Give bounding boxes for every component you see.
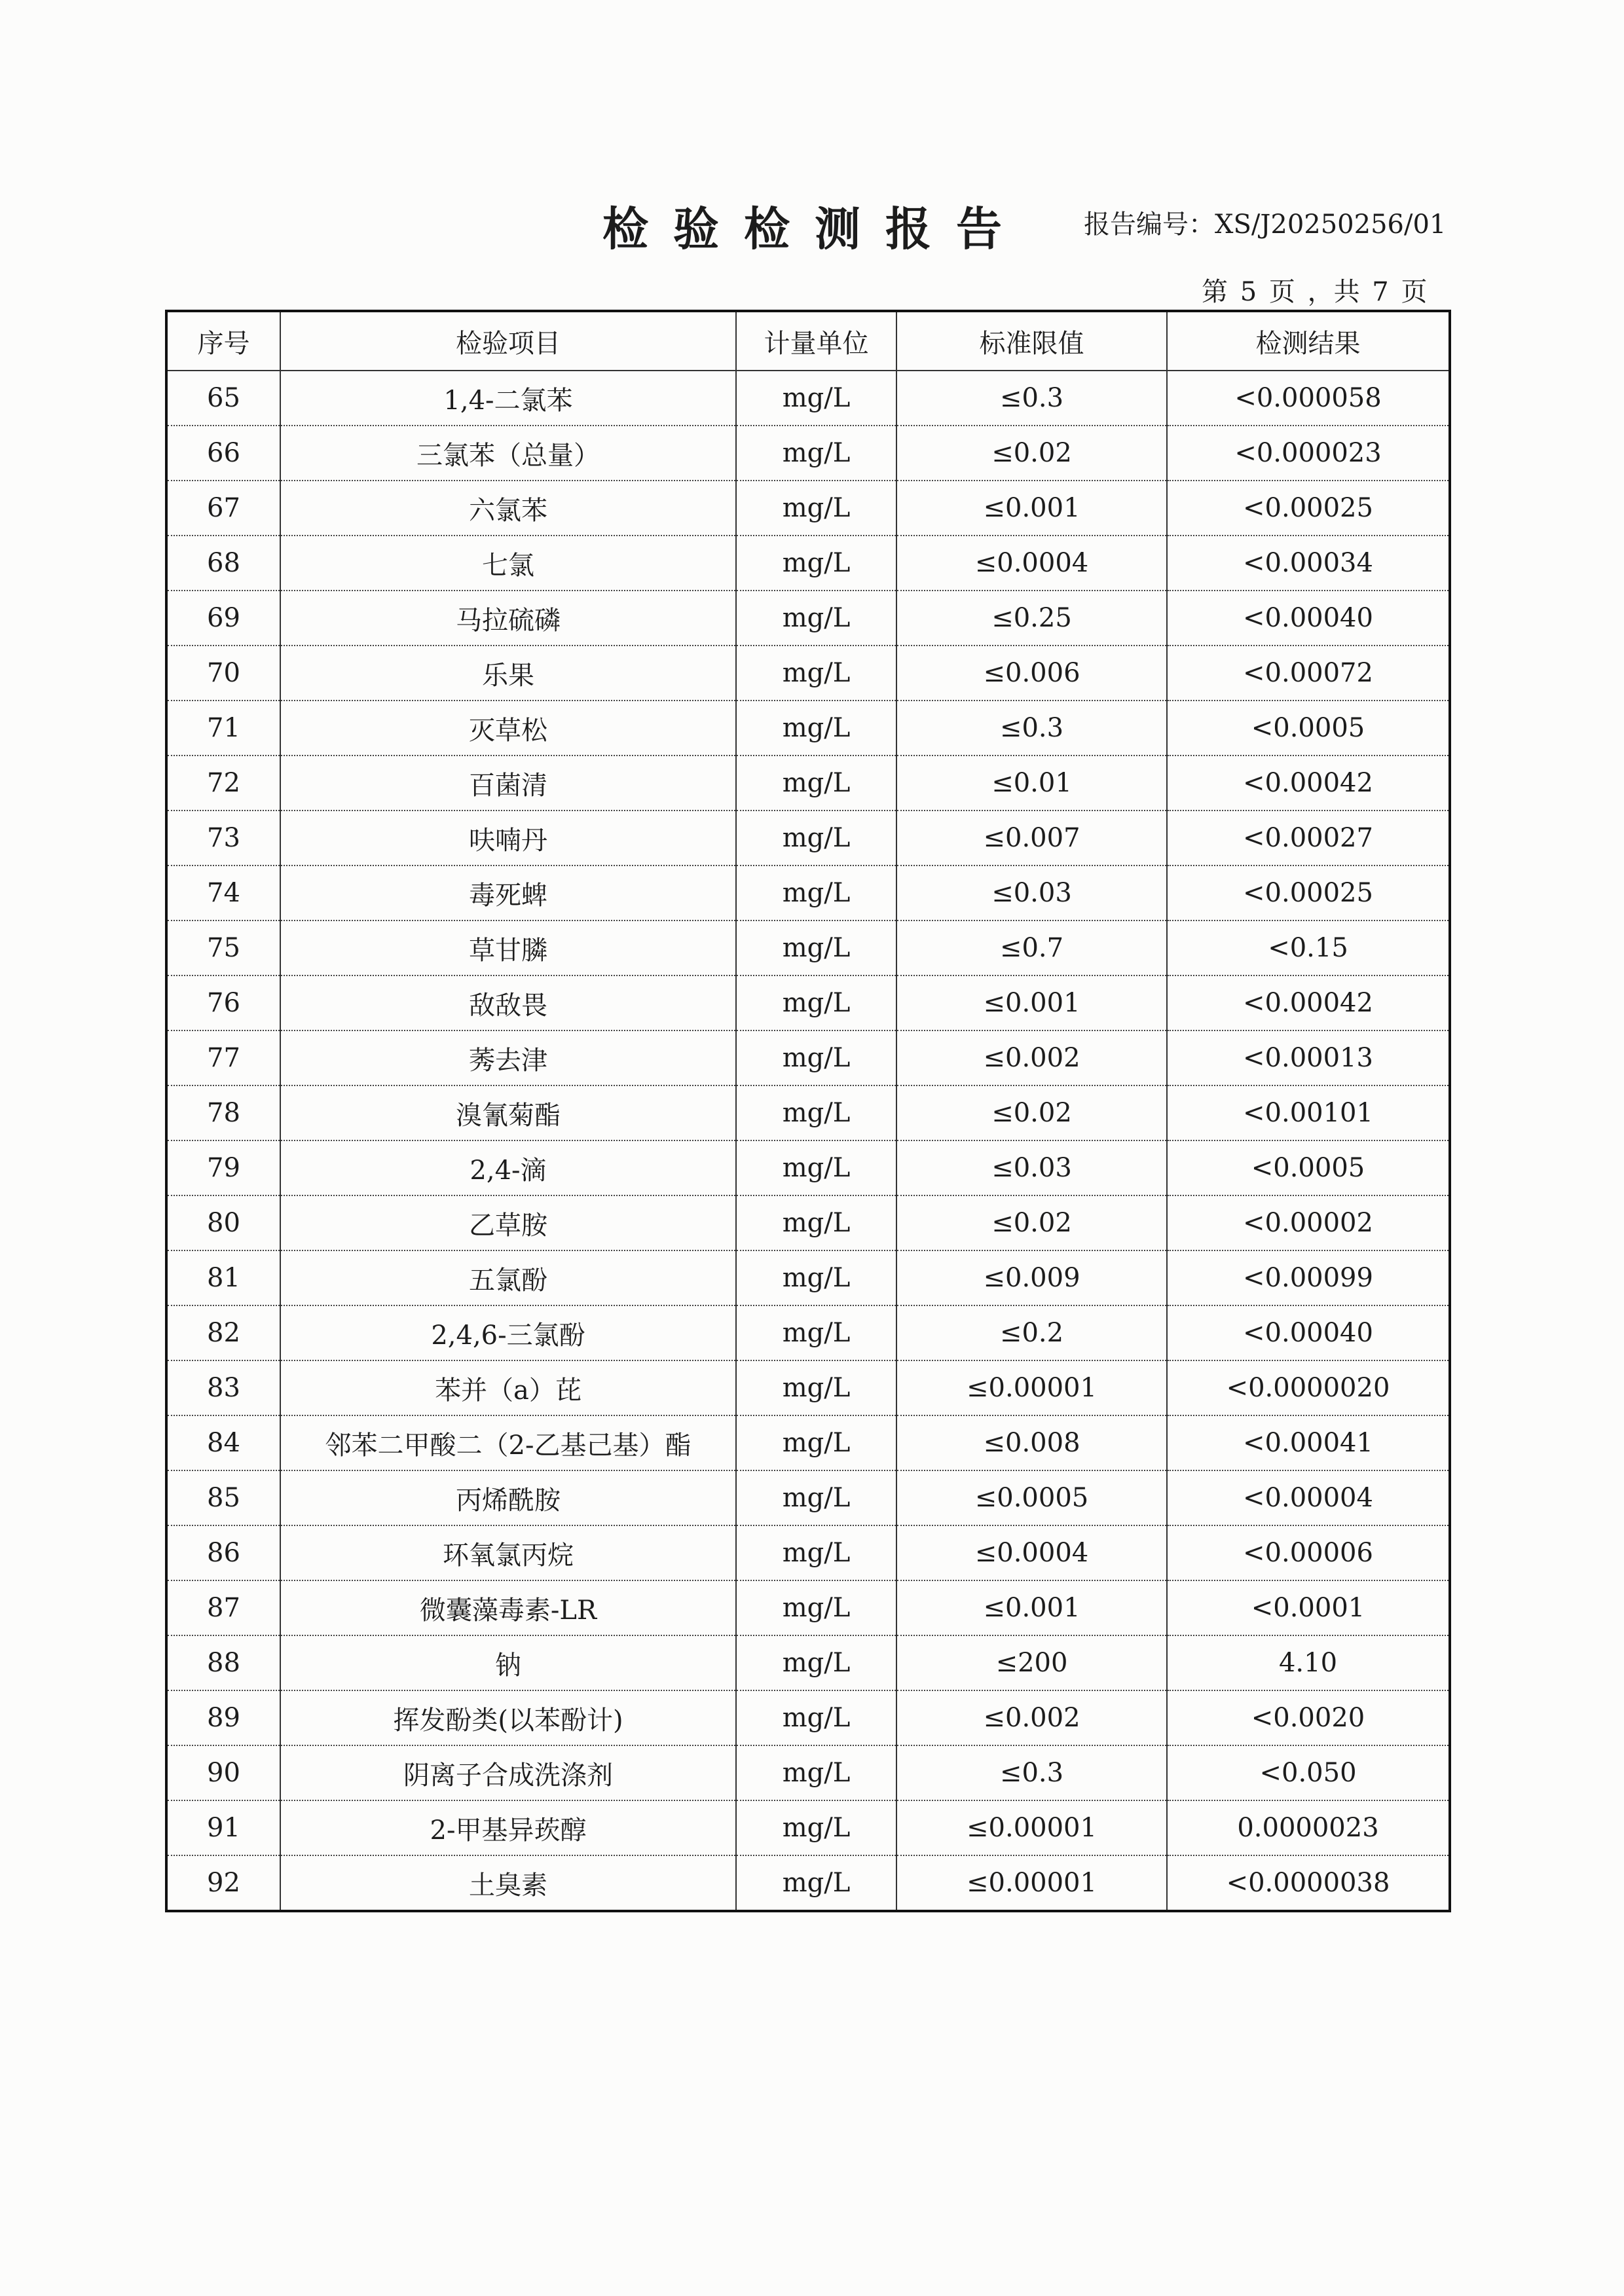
cell-no: 71: [166, 701, 280, 756]
cell-limit: ≤0.001: [896, 975, 1167, 1030]
cell-limit: ≤0.3: [896, 701, 1167, 756]
table-row: [166, 536, 1450, 591]
cell-result: <0.00004: [1167, 1470, 1450, 1525]
cell-limit: ≤0.008: [896, 1415, 1167, 1470]
cell-unit: mg/L: [736, 1415, 896, 1470]
cell-limit: ≤0.25: [896, 591, 1167, 646]
cell-result: <0.0000020: [1167, 1360, 1450, 1415]
cell-item: 丙烯酰胺: [280, 1470, 736, 1525]
table-row: [166, 646, 1450, 701]
cell-unit: mg/L: [736, 1360, 896, 1415]
cell-unit: mg/L: [736, 1525, 896, 1580]
cell-result: <0.00101: [1167, 1085, 1450, 1140]
cell-no: 72: [166, 756, 280, 811]
column-header-no: 序号: [166, 311, 280, 371]
cell-unit: mg/L: [736, 866, 896, 920]
cell-no: 82: [166, 1305, 280, 1360]
table-row: [166, 371, 1450, 426]
table-row: [166, 1305, 1450, 1360]
cell-limit: ≤0.3: [896, 1745, 1167, 1800]
cell-item: 乐果: [280, 646, 736, 701]
cell-item: 苯并（a）芘: [280, 1360, 736, 1415]
cell-item: 环氧氯丙烷: [280, 1525, 736, 1580]
cell-result: <0.0001: [1167, 1580, 1450, 1635]
table-row: [166, 811, 1450, 866]
column-header-limit: 标准限值: [896, 311, 1167, 371]
cell-limit: ≤200: [896, 1635, 1167, 1690]
cell-no: 85: [166, 1470, 280, 1525]
cell-item: 乙草胺: [280, 1195, 736, 1250]
table-row: [166, 1250, 1450, 1305]
cell-result: <0.00006: [1167, 1525, 1450, 1580]
table-row: [166, 1030, 1450, 1085]
cell-limit: ≤0.00001: [896, 1360, 1167, 1415]
cell-no: 67: [166, 481, 280, 536]
cell-limit: ≤0.006: [896, 646, 1167, 701]
cell-no: 73: [166, 811, 280, 866]
cell-result: <0.0020: [1167, 1690, 1450, 1745]
table-body: [166, 371, 1450, 1911]
table-header-row: [166, 311, 1450, 371]
column-header-item: 检验项目: [280, 311, 736, 371]
cell-result: <0.00002: [1167, 1195, 1450, 1250]
table-row: [166, 1415, 1450, 1470]
report-number: 报告编号：XS/J20250256/01: [1084, 210, 1447, 240]
cell-unit: mg/L: [736, 975, 896, 1030]
cell-item: 2-甲基异莰醇: [280, 1800, 736, 1855]
cell-result: <0.0000038: [1167, 1855, 1450, 1911]
cell-limit: ≤0.002: [896, 1030, 1167, 1085]
cell-item: 1,4-二氯苯: [280, 371, 736, 426]
cell-unit: mg/L: [736, 756, 896, 811]
table-row: [166, 756, 1450, 811]
cell-item: 溴氰菊酯: [280, 1085, 736, 1140]
table-row: [166, 591, 1450, 646]
cell-item: 草甘膦: [280, 920, 736, 975]
cell-item: 三氯苯（总量）: [280, 426, 736, 481]
cell-result: 4.10: [1167, 1635, 1450, 1690]
cell-unit: mg/L: [736, 591, 896, 646]
table-row: [166, 1745, 1450, 1800]
cell-result: <0.15: [1167, 920, 1450, 975]
table-row: [166, 701, 1450, 756]
cell-item: 七氯: [280, 536, 736, 591]
cell-no: 83: [166, 1360, 280, 1415]
cell-item: 敌敌畏: [280, 975, 736, 1030]
cell-no: 87: [166, 1580, 280, 1635]
cell-item: 百菌清: [280, 756, 736, 811]
cell-unit: mg/L: [736, 1195, 896, 1250]
cell-limit: ≤0.007: [896, 811, 1167, 866]
table-row: [166, 866, 1450, 920]
cell-no: 80: [166, 1195, 280, 1250]
table-row: [166, 1690, 1450, 1745]
cell-item: 微囊藻毒素-LR: [280, 1580, 736, 1635]
cell-unit: mg/L: [736, 536, 896, 591]
cell-result: <0.00042: [1167, 975, 1450, 1030]
cell-limit: ≤0.03: [896, 1140, 1167, 1195]
cell-result: <0.00025: [1167, 866, 1450, 920]
cell-item: 灭草松: [280, 701, 736, 756]
cell-unit: mg/L: [736, 1085, 896, 1140]
cell-unit: mg/L: [736, 481, 896, 536]
cell-result: <0.00034: [1167, 536, 1450, 591]
cell-result: <0.00025: [1167, 481, 1450, 536]
column-header-unit: 计量单位: [736, 311, 896, 371]
cell-unit: mg/L: [736, 426, 896, 481]
cell-limit: ≤0.00001: [896, 1800, 1167, 1855]
cell-result: <0.00013: [1167, 1030, 1450, 1085]
table-row: [166, 1195, 1450, 1250]
cell-result: <0.050: [1167, 1745, 1450, 1800]
cell-limit: ≤0.02: [896, 1195, 1167, 1250]
cell-item: 挥发酚类(以苯酚计): [280, 1690, 736, 1745]
cell-result: <0.00041: [1167, 1415, 1450, 1470]
cell-item: 2,4,6-三氯酚: [280, 1305, 736, 1360]
table-row: [166, 1855, 1450, 1911]
cell-item: 土臭素: [280, 1855, 736, 1911]
cell-result: <0.00072: [1167, 646, 1450, 701]
cell-item: 2,4-滴: [280, 1140, 736, 1195]
cell-limit: ≤0.0004: [896, 536, 1167, 591]
cell-item: 马拉硫磷: [280, 591, 736, 646]
cell-result: <0.00040: [1167, 1305, 1450, 1360]
cell-item: 邻苯二甲酸二（2-乙基己基）酯: [280, 1415, 736, 1470]
cell-limit: ≤0.009: [896, 1250, 1167, 1305]
table-row: [166, 481, 1450, 536]
table-row: [166, 1580, 1450, 1635]
cell-unit: mg/L: [736, 646, 896, 701]
cell-limit: ≤0.002: [896, 1690, 1167, 1745]
cell-limit: ≤0.001: [896, 1580, 1167, 1635]
cell-result: <0.000058: [1167, 371, 1450, 426]
cell-no: 89: [166, 1690, 280, 1745]
cell-limit: ≤0.0005: [896, 1470, 1167, 1525]
cell-no: 75: [166, 920, 280, 975]
cell-item: 毒死蜱: [280, 866, 736, 920]
cell-limit: ≤0.001: [896, 481, 1167, 536]
cell-limit: ≤0.02: [896, 426, 1167, 481]
cell-result: <0.0005: [1167, 701, 1450, 756]
cell-no: 91: [166, 1800, 280, 1855]
cell-unit: mg/L: [736, 1690, 896, 1745]
table-row: [166, 1360, 1450, 1415]
cell-result: <0.00042: [1167, 756, 1450, 811]
cell-no: 69: [166, 591, 280, 646]
cell-item: 五氯酚: [280, 1250, 736, 1305]
cell-item: 呋喃丹: [280, 811, 736, 866]
cell-result: <0.00027: [1167, 811, 1450, 866]
table-row: [166, 975, 1450, 1030]
report-title: 检验检测报告: [602, 202, 1027, 256]
cell-no: 90: [166, 1745, 280, 1800]
cell-result: <0.00040: [1167, 591, 1450, 646]
cell-result: <0.0005: [1167, 1140, 1450, 1195]
cell-unit: mg/L: [736, 1800, 896, 1855]
cell-item: 莠去津: [280, 1030, 736, 1085]
cell-limit: ≤0.2: [896, 1305, 1167, 1360]
cell-unit: mg/L: [736, 1140, 896, 1195]
table-row: [166, 1635, 1450, 1690]
cell-unit: mg/L: [736, 920, 896, 975]
cell-no: 66: [166, 426, 280, 481]
cell-unit: mg/L: [736, 701, 896, 756]
table-row: [166, 1470, 1450, 1525]
cell-no: 65: [166, 371, 280, 426]
cell-result: <0.000023: [1167, 426, 1450, 481]
column-header-result: 检测结果: [1167, 311, 1450, 371]
cell-no: 78: [166, 1085, 280, 1140]
cell-unit: mg/L: [736, 1855, 896, 1911]
cell-no: 70: [166, 646, 280, 701]
cell-limit: ≤0.01: [896, 756, 1167, 811]
cell-unit: mg/L: [736, 1470, 896, 1525]
cell-no: 77: [166, 1030, 280, 1085]
cell-unit: mg/L: [736, 1580, 896, 1635]
table-row: [166, 1525, 1450, 1580]
cell-item: 六氯苯: [280, 481, 736, 536]
cell-no: 92: [166, 1855, 280, 1911]
cell-no: 68: [166, 536, 280, 591]
cell-limit: ≤0.02: [896, 1085, 1167, 1140]
cell-limit: ≤0.0004: [896, 1525, 1167, 1580]
table-row: [166, 1140, 1450, 1195]
cell-item: 阴离子合成洗涤剂: [280, 1745, 736, 1800]
cell-limit: ≤0.3: [896, 371, 1167, 426]
cell-unit: mg/L: [736, 811, 896, 866]
cell-limit: ≤0.7: [896, 920, 1167, 975]
cell-no: 79: [166, 1140, 280, 1195]
cell-unit: mg/L: [736, 371, 896, 426]
cell-no: 86: [166, 1525, 280, 1580]
cell-unit: mg/L: [736, 1745, 896, 1800]
cell-no: 88: [166, 1635, 280, 1690]
cell-unit: mg/L: [736, 1030, 896, 1085]
table-row: [166, 920, 1450, 975]
cell-no: 81: [166, 1250, 280, 1305]
table-row: [166, 1085, 1450, 1140]
cell-no: 84: [166, 1415, 280, 1470]
cell-limit: ≤0.00001: [896, 1855, 1167, 1911]
cell-item: 钠: [280, 1635, 736, 1690]
cell-no: 74: [166, 866, 280, 920]
cell-no: 76: [166, 975, 280, 1030]
cell-result: <0.00099: [1167, 1250, 1450, 1305]
cell-result: 0.0000023: [1167, 1800, 1450, 1855]
page-indicator: 第 5 页 ，共 7 页: [1202, 277, 1428, 307]
table-row: [166, 426, 1450, 481]
results-table: [165, 310, 1451, 1912]
cell-unit: mg/L: [736, 1305, 896, 1360]
cell-limit: ≤0.03: [896, 866, 1167, 920]
cell-unit: mg/L: [736, 1635, 896, 1690]
table-row: [166, 1800, 1450, 1855]
cell-unit: mg/L: [736, 1250, 896, 1305]
